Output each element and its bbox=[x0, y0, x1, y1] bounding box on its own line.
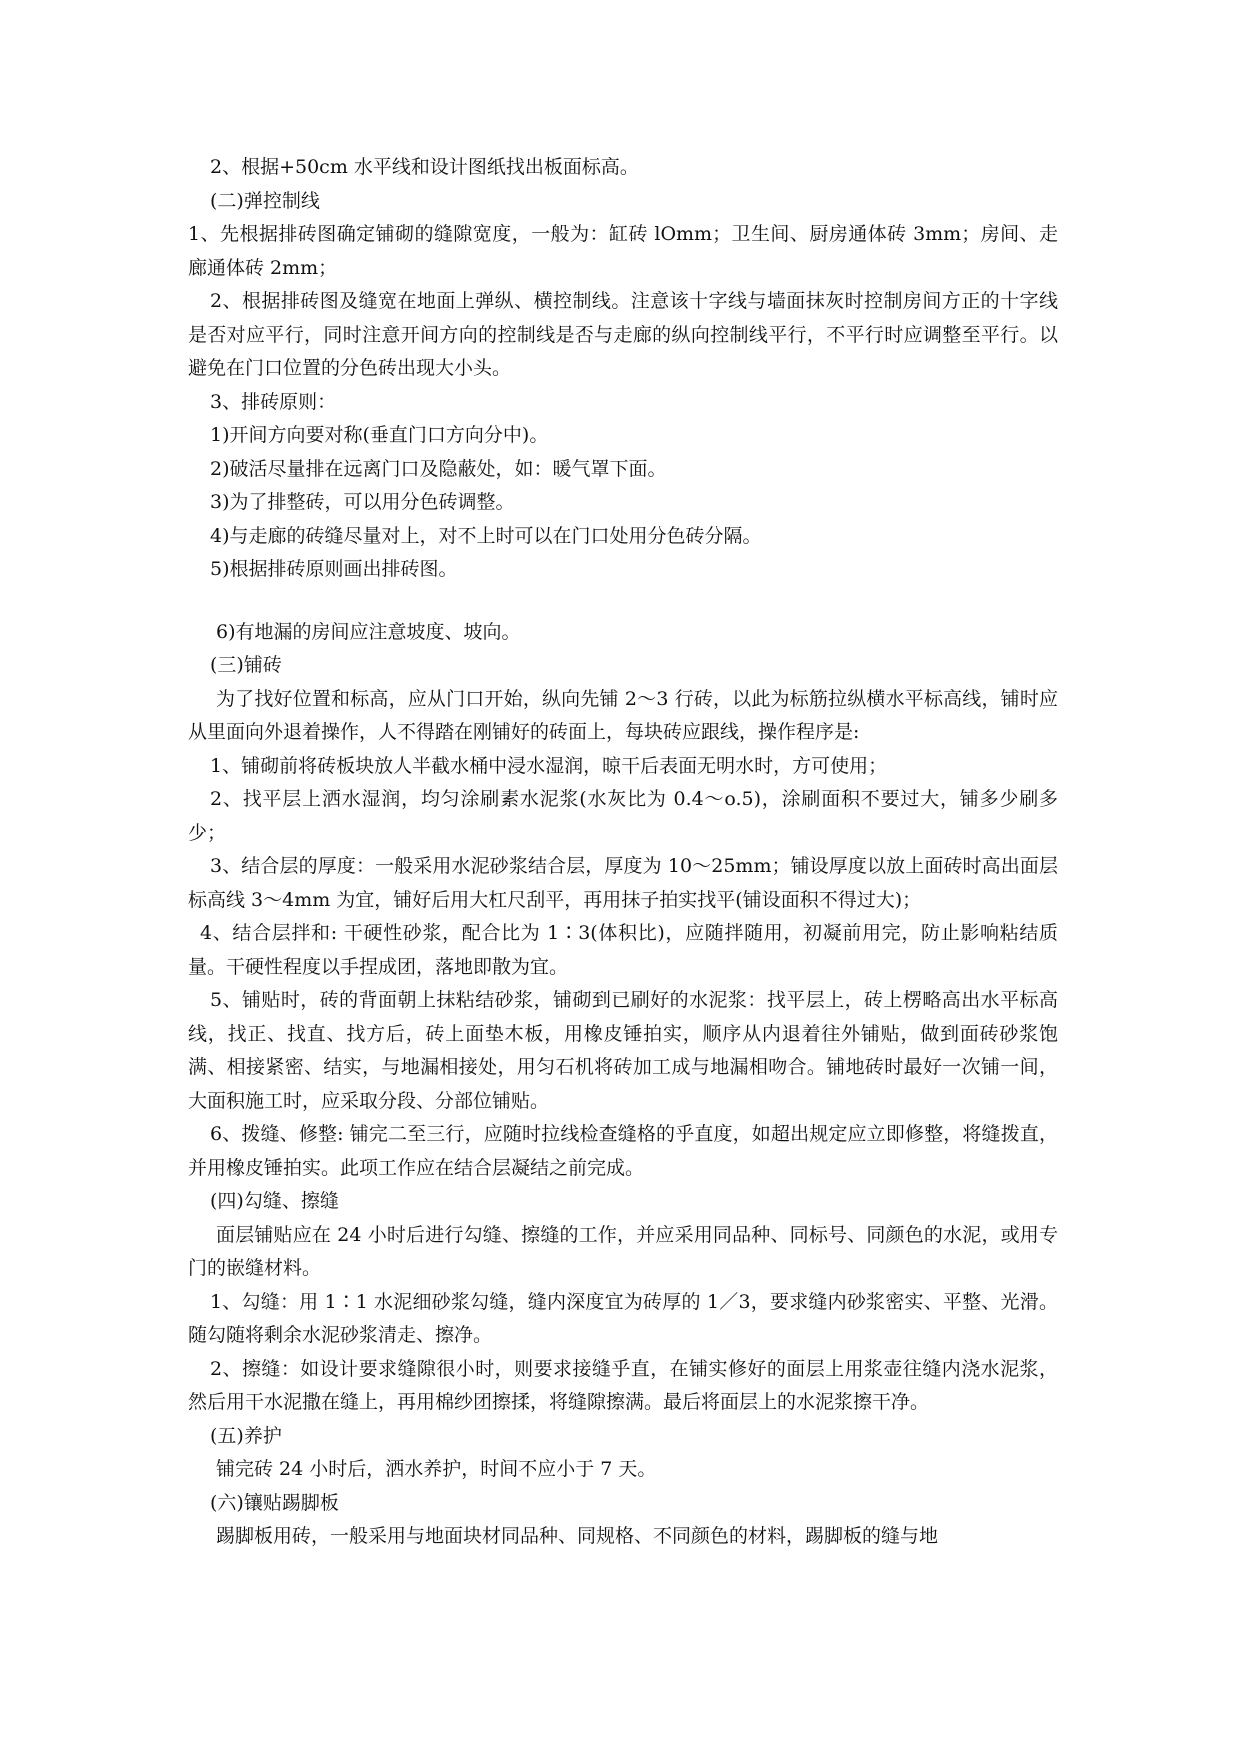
paragraph-curing: 铺完砖 24 小时后，洒水养护，时间不应小于 7 天。 bbox=[216, 1458, 657, 1480]
paragraph-skirting: 踢脚板用砖，一般采用与地面块材同品种、同规格、不同颜色的材料，踢脚板的缝与地 bbox=[216, 1525, 939, 1547]
section-heading-4: (四)勾缝、擦缝 bbox=[210, 1190, 339, 1212]
step-3: 3、结合层的厚度：一般采用水泥砂浆结合层，厚度为 10～25mm；铺设厚度以放上面砖时高出面层标高线 3～4mm 为宜，铺好后用大杠尺刮平，再用抹子拍实找平(铺设面积不得过大)； bbox=[188, 855, 1058, 911]
list-item-6: 6)有地漏的房间应注意坡度、坡向。 bbox=[216, 620, 521, 643]
section-heading-3: (三)铺砖 bbox=[210, 654, 282, 676]
step-2: 2、找平层上洒水湿润，均匀涂刷素水泥浆(水灰比为 0.4～o.5)，涂刷面积不要过大，铺多少刷多少； bbox=[188, 788, 1058, 844]
list-item-1: 1)开间方向要对称(垂直门口方向分中)。 bbox=[210, 424, 549, 446]
paragraph-5: 3、排砖原则： bbox=[210, 390, 337, 413]
paragraph-1: 2、根据+50cm 水平线和设计图纸找出板面标高。 bbox=[210, 156, 639, 178]
paragraph-intro-4: 面层铺贴应在 24 小时后进行勾缝、擦缝的工作，并应采用同品种、同标号、同颜色的水泥，或用专门的嵌缝材料。 bbox=[188, 1223, 1058, 1279]
blank-line bbox=[188, 587, 1058, 616]
paragraph-intro-3: 为了找好位置和标高，应从门口开始，纵向先铺 2～3 行砖，以此为标筋拉纵横水平标高线，铺时应从里面向外退着操作，人不得踏在刚铺好的砖面上，每块砖应跟线，操作程序是: bbox=[188, 687, 1058, 743]
paragraph-4: 2、根据排砖图及缝宽在地面上弹纵、横控制线。注意该十字线与墙面抹灰时控制房间方正的十字线是否对应平行，同时注意开间方向的控制线是否与走廊的纵向控制线平行，不平行时应调整至平行。以避免在门口位置的分色砖出现大小头。 bbox=[188, 290, 1058, 379]
document-body bbox=[188, 151, 1058, 1554]
list-item-4: 4)与走廊的砖缝尽量对上，对不上时可以在门口处用分色砖分隔。 bbox=[210, 524, 762, 547]
section-heading-5: (五)养护 bbox=[210, 1424, 282, 1447]
section-heading-6: (六)镶贴踢脚板 bbox=[210, 1491, 339, 1514]
step-1: 1、铺砌前将砖板块放人半截水桶中浸水湿润，晾干后表面无明水时，方可使用； bbox=[210, 754, 888, 777]
paragraph-3: 1、先根据排砖图确定铺砌的缝隙宽度，一般为：缸砖 lOmm；卫生间、厨房通体砖 3mm；房间、走廊通体砖 2mm； bbox=[188, 223, 1058, 279]
list-item-3: 3)为了排整砖，可以用分色砖调整。 bbox=[210, 491, 515, 513]
list-item-5: 5)根据排砖原则画出排砖图。 bbox=[210, 558, 458, 580]
step-6: 6、拨缝、修整: 铺完二至三行，应随时拉线检查缝格的乎直度，如超出规定应立即修整，将缝拨直，并用橡皮锤拍实。此项工作应在结合层凝结之前完成。 bbox=[188, 1123, 1058, 1179]
step-5: 5、铺贴时，砖的背面朝上抹粘结砂浆，铺砌到已刷好的水泥浆：找平层上，砖上楞略高出水平标高线，找正、找直、找方后，砖上面垫木板，用橡皮锤拍实，顺序从内退着往外铺贴，做到面砖砂浆饱满、相接紧密、结实，与地漏相接处，用匀石机将砖加工成与地漏相吻合。铺地砖时最好一次铺一间，大面积施工时，应采取分段、分部位铺贴。 bbox=[188, 989, 1058, 1112]
section-heading-2: (二)弹控制线 bbox=[210, 189, 320, 212]
list-item-2: 2)破活尽量排在远离门口及隐蔽处，如：暖气罩下面。 bbox=[210, 457, 667, 480]
grout-step-2: 2、擦缝：如设计要求缝隙很小时，则要求接缝乎直，在铺实修好的面层上用浆壶往缝内浇水泥浆，然后用干水泥撒在缝上，再用棉纱团擦揉，将缝隙擦满。最后将面层上的水泥浆擦干净。 bbox=[188, 1357, 1058, 1413]
grout-step-1: 1、勾缝：用 1∶1 水泥细砂浆勾缝，缝内深度宜为砖厚的 1／3，要求缝内砂浆密实、平整、光滑。随勾随将剩余水泥砂浆清走、擦净。 bbox=[188, 1290, 1058, 1346]
step-4: 4、结合层拌和: 干硬性砂浆，配合比为 1∶3(体积比)，应随拌随用，初凝前用完，防止影响粘结质量。干硬性程度以手捏成团，落地即散为宜。 bbox=[188, 922, 1058, 978]
